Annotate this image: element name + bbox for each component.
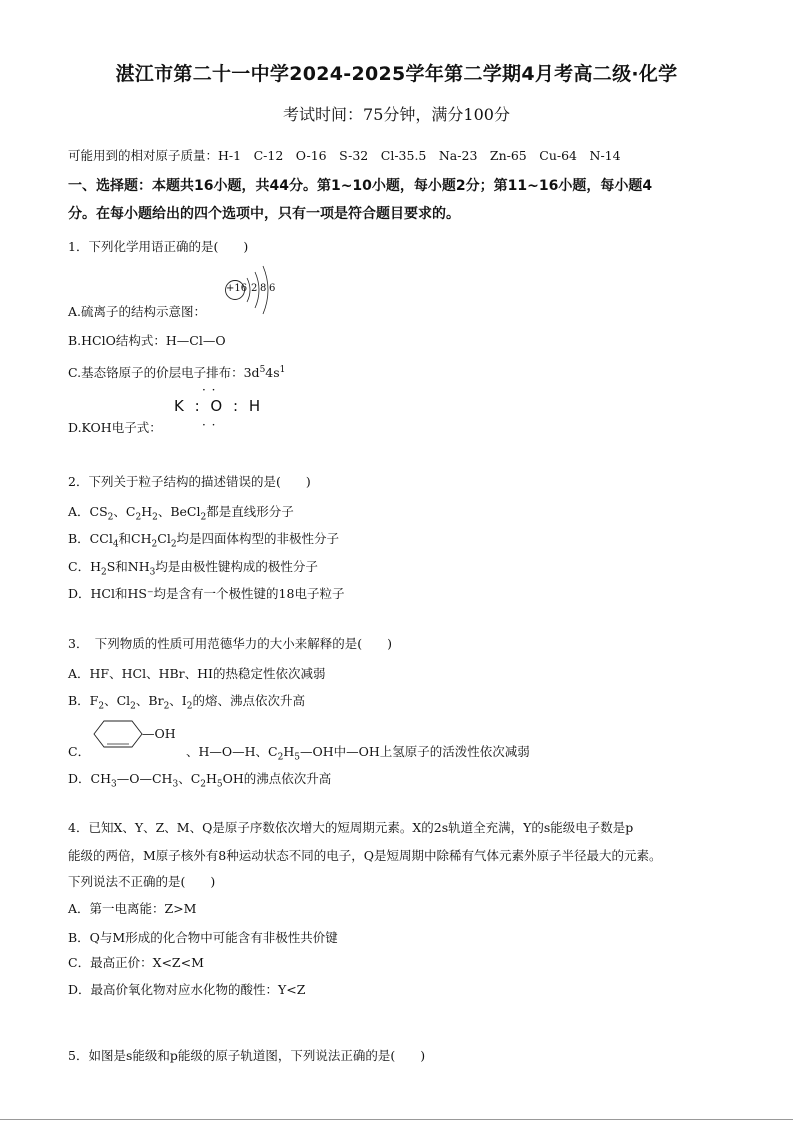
q1-option-d: D.KOH电子式：: [68, 420, 162, 435]
phenol-oh-label: —OH: [142, 726, 176, 741]
page-bottom-divider: [0, 1119, 793, 1120]
q4-option-d: D．最高价氧化物对应水化物的酸性：Y<Z: [68, 982, 306, 997]
q1-option-a: A.硫离子的结构示意图：: [68, 304, 207, 319]
koh-dots-top: · ·: [202, 383, 217, 397]
q3-option-c-text: 、H—O—H、$C_2H_5—OH$中—OH上氢原子的活泼性依次减弱: [186, 744, 530, 763]
sulfide-shell-1: 2: [251, 283, 258, 294]
q4-option-a: A．第一电离能：Z>M: [68, 901, 197, 916]
q4-option-c: C．最高正价：X<Z<M: [68, 955, 204, 970]
q2-option-d: D．HCl和HS⁻均是含有一个极性键的18电子粒子: [68, 586, 345, 601]
atomic-masses: 可能用到的相对原子质量：H-1 C-12 O-16 S-32 Cl-35.5 Na-23 Zn-65 Cu-64 N-14: [68, 148, 621, 163]
q3-stem: 3． 下列物质的性质可用范德华力的大小来解释的是( ): [68, 636, 392, 651]
sulfide-shell-3: 6: [269, 283, 276, 294]
koh-electron-formula: K : O : H: [174, 397, 264, 415]
q4-stem-line3: 下列说法不正确的是( ): [68, 874, 216, 889]
q2-option-b: B．CCl$_4$和$CH_2Cl_2$均是四面体构型的非极性分子: [68, 531, 340, 550]
page-title: 湛江市第二十一中学2024-2025学年第二学期4月考高二级·化学: [115, 63, 678, 85]
sulfide-ion-diagram: [222, 264, 284, 316]
q3-option-a: A．HF、HCl、HBr、HI的热稳定性依次减弱: [68, 666, 326, 681]
q4-option-b: B．Q与M形成的化合物中可能含有非极性共价键: [68, 930, 338, 945]
sulfide-nucleus-charge: +16: [226, 283, 248, 294]
section1-line2: 分。在每小题给出的四个选项中，只有一项是符合题目要求的。: [68, 206, 460, 222]
q1-option-c: C.基态铬原子的价层电子排布：$3d^54s^1$: [68, 364, 286, 380]
q2-stem: 2．下列关于粒子结构的描述错误的是( ): [68, 474, 311, 489]
q2-option-a: A．$CS_2$、$C_2H_2$、BeCl$_2$都是直线形分子: [68, 504, 294, 523]
sulfide-shell-2: 8: [260, 283, 267, 294]
koh-dots-bottom: · ·: [202, 418, 217, 432]
section1-line1: 一、选择题：本题共16小题，共44分。第1~10小题，每小题2分；第11~16小题，每小题4: [68, 178, 653, 194]
q2-option-c: C．$H_2S$和$NH_3$均是由极性键构成的极性分子: [68, 559, 318, 578]
q3-option-d: D．$CH_3—O—CH_3$、$C_2H_5OH$的沸点依次升高: [68, 771, 332, 790]
q4-stem-line2: 能级的两倍，M原子核外有8种运动状态不同的电子，Q是短周期中除稀有气体元素外原子半径最大的元素。: [68, 848, 662, 863]
q3-option-b: B．$F_2$、$Cl_2$、$Br_2$、$I_2$的熔、沸点依次升高: [68, 693, 305, 712]
q3-option-c-label: C．: [68, 744, 91, 759]
q1-option-b: B.HClO结构式：H—Cl—O: [68, 333, 226, 348]
exam-info: 考试时间：75分钟，满分100分: [283, 105, 510, 124]
q4-stem-line1: 4．已知X、Y、Z、M、Q是原子序数依次增大的短周期元素。X的2s轨道全充满，Y的s能级电子数是p: [68, 820, 634, 835]
q5-stem: 5．如图是s能级和p能级的原子轨道图，下列说法正确的是( ): [68, 1048, 426, 1063]
q1-stem: 1．下列化学用语正确的是( ): [68, 239, 249, 254]
